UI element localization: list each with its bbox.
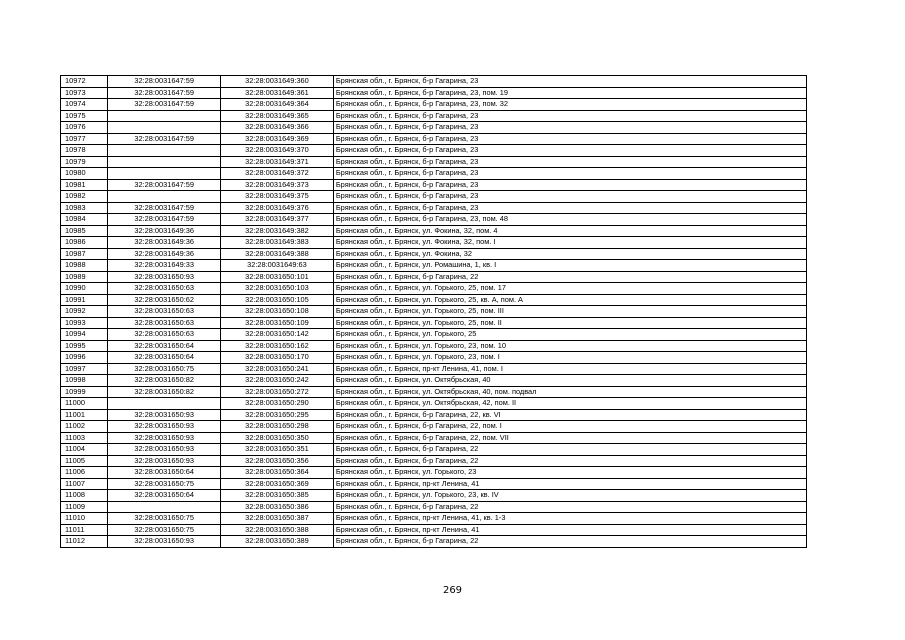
cadastral-number-cell: 32:28:0031650:385 — [221, 490, 334, 502]
cadastral-number-cell: 32:28:0031649:371 — [221, 156, 334, 168]
row-number-cell: 11008 — [61, 490, 108, 502]
table-row — [61, 110, 807, 122]
address-cell: Брянская обл., г. Брянск, б-р Гагарина, 23 — [333, 122, 806, 134]
parent-cadastral-number-cell — [108, 168, 221, 180]
table-row — [61, 283, 807, 295]
cadastral-number-cell: 32:28:0031650:295 — [221, 409, 334, 421]
address-cell: Брянская обл., г. Брянск, б-р Гагарина, 23 — [333, 145, 806, 157]
address-cell: Брянская обл., г. Брянск, б-р Гагарина, 22 — [333, 455, 806, 467]
parent-cadastral-number-cell: 32:28:0031649:36 — [108, 237, 221, 249]
parent-cadastral-number-cell: 32:28:0031650:64 — [108, 467, 221, 479]
row-number-cell: 10972 — [61, 76, 108, 88]
cadastral-number-cell: 32:28:0031650:369 — [221, 478, 334, 490]
row-number-cell: 10992 — [61, 306, 108, 318]
address-cell: Брянская обл., г. Брянск, ул. Горького, 25, кв. А, пом. А — [333, 294, 806, 306]
table-row — [61, 490, 807, 502]
table-row — [61, 133, 807, 145]
table-row — [61, 536, 807, 548]
address-cell: Брянская обл., г. Брянск, б-р Гагарина, 23 — [333, 202, 806, 214]
table-row — [61, 524, 807, 536]
cadastral-number-cell: 32:28:0031649:364 — [221, 99, 334, 111]
table-row — [61, 467, 807, 479]
address-cell: Брянская обл., г. Брянск, пр-кт Ленина, 41 — [333, 524, 806, 536]
address-cell: Брянская обл., г. Брянск, пр-кт Ленина, 41, кв. 1-3 — [333, 513, 806, 525]
parent-cadastral-number-cell: 32:28:0031647:59 — [108, 76, 221, 88]
table-row — [61, 225, 807, 237]
address-cell: Брянская обл., г. Брянск, б-р Гагарина, 22, пом. VII — [333, 432, 806, 444]
address-cell: Брянская обл., г. Брянск, ул. Горького, 25 — [333, 329, 806, 341]
row-number-cell: 10979 — [61, 156, 108, 168]
parent-cadastral-number-cell — [108, 156, 221, 168]
row-number-cell: 11006 — [61, 467, 108, 479]
row-number-cell: 11012 — [61, 536, 108, 548]
row-number-cell: 10981 — [61, 179, 108, 191]
row-number-cell: 11005 — [61, 455, 108, 467]
address-cell: Брянская обл., г. Брянск, пр-кт Ленина, 41, пом. I — [333, 363, 806, 375]
row-number-cell: 11001 — [61, 409, 108, 421]
address-cell: Брянская обл., г. Брянск, б-р Гагарина, 23 — [333, 133, 806, 145]
row-number-cell: 10983 — [61, 202, 108, 214]
parent-cadastral-number-cell: 32:28:0031650:93 — [108, 432, 221, 444]
address-cell: Брянская обл., г. Брянск, б-р Гагарина, 22 — [333, 536, 806, 548]
cadastral-number-cell: 32:28:0031649:372 — [221, 168, 334, 180]
row-number-cell: 10975 — [61, 110, 108, 122]
row-number-cell: 10986 — [61, 237, 108, 249]
address-cell: Брянская обл., г. Брянск, ул. Октябрьская, 40 — [333, 375, 806, 387]
address-cell: Брянская обл., г. Брянск, б-р Гагарина, 22 — [333, 444, 806, 456]
data-table — [60, 75, 807, 548]
parent-cadastral-number-cell: 32:28:0031650:64 — [108, 490, 221, 502]
parent-cadastral-number-cell: 32:28:0031650:64 — [108, 352, 221, 364]
parent-cadastral-number-cell: 32:28:0031650:63 — [108, 329, 221, 341]
row-number-cell: 10988 — [61, 260, 108, 272]
parent-cadastral-number-cell: 32:28:0031649:36 — [108, 248, 221, 260]
address-cell: Брянская обл., г. Брянск, пр-кт Ленина, 41 — [333, 478, 806, 490]
address-cell: Брянская обл., г. Брянск, ул. Фокина, 32, пом. I — [333, 237, 806, 249]
cadastral-number-cell: 32:28:0031649:383 — [221, 237, 334, 249]
address-cell: Брянская обл., г. Брянск, ул. Горького, 23, пом. I — [333, 352, 806, 364]
cadastral-number-cell: 32:28:0031649:375 — [221, 191, 334, 203]
cadastral-number-cell: 32:28:0031650:101 — [221, 271, 334, 283]
parent-cadastral-number-cell — [108, 501, 221, 513]
parent-cadastral-number-cell: 32:28:0031650:82 — [108, 386, 221, 398]
cadastral-number-cell: 32:28:0031649:365 — [221, 110, 334, 122]
row-number-cell: 10973 — [61, 87, 108, 99]
table-row — [61, 179, 807, 191]
address-cell: Брянская обл., г. Брянск, ул. Октябрьская, 42, пом. II — [333, 398, 806, 410]
table-row — [61, 122, 807, 134]
parent-cadastral-number-cell: 32:28:0031650:62 — [108, 294, 221, 306]
address-cell: Брянская обл., г. Брянск, б-р Гагарина, 23 — [333, 156, 806, 168]
cadastral-number-cell: 32:28:0031649:388 — [221, 248, 334, 260]
address-cell: Брянская обл., г. Брянск, б-р Гагарина, 22 — [333, 501, 806, 513]
table-row — [61, 340, 807, 352]
parent-cadastral-number-cell: 32:28:0031647:59 — [108, 99, 221, 111]
address-cell: Брянская обл., г. Брянск, б-р Гагарина, 23 — [333, 168, 806, 180]
row-number-cell: 10994 — [61, 329, 108, 341]
row-number-cell: 10996 — [61, 352, 108, 364]
table-row — [61, 444, 807, 456]
row-number-cell: 10990 — [61, 283, 108, 295]
table-row — [61, 421, 807, 433]
parent-cadastral-number-cell: 32:28:0031649:33 — [108, 260, 221, 272]
row-number-cell: 10998 — [61, 375, 108, 387]
address-cell: Брянская обл., г. Брянск, ул. Октябрьская, 40, пом. подвал — [333, 386, 806, 398]
table-row — [61, 513, 807, 525]
cadastral-number-cell: 32:28:0031649:366 — [221, 122, 334, 134]
cadastral-number-cell: 32:28:0031650:241 — [221, 363, 334, 375]
table-row — [61, 478, 807, 490]
parent-cadastral-number-cell: 32:28:0031650:93 — [108, 271, 221, 283]
parent-cadastral-number-cell: 32:28:0031649:36 — [108, 225, 221, 237]
row-number-cell: 10980 — [61, 168, 108, 180]
table-row — [61, 260, 807, 272]
table-row — [61, 237, 807, 249]
parent-cadastral-number-cell: 32:28:0031650:63 — [108, 283, 221, 295]
cadastral-number-cell: 32:28:0031650:272 — [221, 386, 334, 398]
address-cell: Брянская обл., г. Брянск, б-р Гагарина, 23, пом. 32 — [333, 99, 806, 111]
address-cell: Брянская обл., г. Брянск, б-р Гагарина, 23 — [333, 110, 806, 122]
address-cell: Брянская обл., г. Брянск, б-р Гагарина, 23 — [333, 179, 806, 191]
address-cell: Брянская обл., г. Брянск, б-р Гагарина, 22, кв. VI — [333, 409, 806, 421]
parent-cadastral-number-cell: 32:28:0031647:59 — [108, 133, 221, 145]
cadastral-number-cell: 32:28:0031650:142 — [221, 329, 334, 341]
row-number-cell: 11000 — [61, 398, 108, 410]
cadastral-number-cell: 32:28:0031649:376 — [221, 202, 334, 214]
parent-cadastral-number-cell: 32:28:0031650:63 — [108, 317, 221, 329]
table-row — [61, 87, 807, 99]
parent-cadastral-number-cell: 32:28:0031650:93 — [108, 536, 221, 548]
parent-cadastral-number-cell: 32:28:0031650:93 — [108, 455, 221, 467]
table-row — [61, 432, 807, 444]
cadastral-number-cell: 32:28:0031649:63 — [221, 260, 334, 272]
row-number-cell: 10985 — [61, 225, 108, 237]
row-number-cell: 10997 — [61, 363, 108, 375]
cadastral-number-cell: 32:28:0031650:170 — [221, 352, 334, 364]
parent-cadastral-number-cell: 32:28:0031650:93 — [108, 409, 221, 421]
row-number-cell: 10977 — [61, 133, 108, 145]
cadastral-number-cell: 32:28:0031650:242 — [221, 375, 334, 387]
address-cell: Брянская обл., г. Брянск, ул. Горького, 23 — [333, 467, 806, 479]
table-row — [61, 99, 807, 111]
address-cell: Брянская обл., г. Брянск, ул. Горького, 23, кв. IV — [333, 490, 806, 502]
cadastral-number-cell: 32:28:0031649:361 — [221, 87, 334, 99]
cadastral-number-cell: 32:28:0031649:373 — [221, 179, 334, 191]
cadastral-number-cell: 32:28:0031650:356 — [221, 455, 334, 467]
parent-cadastral-number-cell: 32:28:0031647:59 — [108, 179, 221, 191]
row-number-cell: 10995 — [61, 340, 108, 352]
parent-cadastral-number-cell: 32:28:0031650:75 — [108, 478, 221, 490]
row-number-cell: 10991 — [61, 294, 108, 306]
cadastral-number-cell: 32:28:0031650:386 — [221, 501, 334, 513]
parent-cadastral-number-cell — [108, 145, 221, 157]
table-row — [61, 386, 807, 398]
row-number-cell: 11007 — [61, 478, 108, 490]
table-row — [61, 248, 807, 260]
row-number-cell: 11002 — [61, 421, 108, 433]
table-row — [61, 317, 807, 329]
address-cell: Брянская обл., г. Брянск, б-р Гагарина, 22 — [333, 271, 806, 283]
table-row — [61, 501, 807, 513]
parent-cadastral-number-cell: 32:28:0031647:59 — [108, 87, 221, 99]
address-cell: Брянская обл., г. Брянск, ул. Горького, 23, пом. 10 — [333, 340, 806, 352]
cadastral-number-cell: 32:28:0031650:364 — [221, 467, 334, 479]
parent-cadastral-number-cell: 32:28:0031647:59 — [108, 202, 221, 214]
cadastral-number-cell: 32:28:0031650:387 — [221, 513, 334, 525]
table-row — [61, 363, 807, 375]
row-number-cell: 10999 — [61, 386, 108, 398]
cadastral-number-cell: 32:28:0031650:351 — [221, 444, 334, 456]
row-number-cell: 11009 — [61, 501, 108, 513]
address-cell: Брянская обл., г. Брянск, б-р Гагарина, 23, пом. 19 — [333, 87, 806, 99]
table-row — [61, 271, 807, 283]
table-row — [61, 409, 807, 421]
table-row — [61, 156, 807, 168]
parent-cadastral-number-cell: 32:28:0031650:63 — [108, 306, 221, 318]
row-number-cell: 10978 — [61, 145, 108, 157]
row-number-cell: 10989 — [61, 271, 108, 283]
parent-cadastral-number-cell — [108, 110, 221, 122]
cadastral-number-cell: 32:28:0031650:350 — [221, 432, 334, 444]
table-row — [61, 145, 807, 157]
table-row — [61, 375, 807, 387]
parent-cadastral-number-cell: 32:28:0031650:75 — [108, 524, 221, 536]
page-number: 269 — [442, 585, 463, 596]
table-row — [61, 306, 807, 318]
cadastral-number-cell: 32:28:0031650:103 — [221, 283, 334, 295]
row-number-cell: 10987 — [61, 248, 108, 260]
table-row — [61, 191, 807, 203]
table-row — [61, 202, 807, 214]
cadastral-number-cell: 32:28:0031649:360 — [221, 76, 334, 88]
address-cell: Брянская обл., г. Брянск, б-р Гагарина, 23 — [333, 76, 806, 88]
address-cell: Брянская обл., г. Брянск, ул. Горького, 25, пом. II — [333, 317, 806, 329]
table-row — [61, 214, 807, 226]
table-row — [61, 398, 807, 410]
parent-cadastral-number-cell — [108, 398, 221, 410]
cadastral-number-cell: 32:28:0031649:370 — [221, 145, 334, 157]
row-number-cell: 11003 — [61, 432, 108, 444]
row-number-cell: 10993 — [61, 317, 108, 329]
address-cell: Брянская обл., г. Брянск, б-р Гагарина, 23 — [333, 191, 806, 203]
cadastral-number-cell: 32:28:0031650:298 — [221, 421, 334, 433]
row-number-cell: 10974 — [61, 99, 108, 111]
parent-cadastral-number-cell: 32:28:0031647:59 — [108, 214, 221, 226]
cadastral-number-cell: 32:28:0031649:382 — [221, 225, 334, 237]
cadastral-number-cell: 32:28:0031650:105 — [221, 294, 334, 306]
parent-cadastral-number-cell: 32:28:0031650:82 — [108, 375, 221, 387]
table-row — [61, 329, 807, 341]
parent-cadastral-number-cell: 32:28:0031650:93 — [108, 444, 221, 456]
address-cell: Брянская обл., г. Брянск, ул. Фокина, 32 — [333, 248, 806, 260]
address-cell: Брянская обл., г. Брянск, ул. Ромашина, 1, кв. I — [333, 260, 806, 272]
row-number-cell: 10982 — [61, 191, 108, 203]
cadastral-number-cell: 32:28:0031650:389 — [221, 536, 334, 548]
parent-cadastral-number-cell — [108, 122, 221, 134]
row-number-cell: 11010 — [61, 513, 108, 525]
table-row — [61, 168, 807, 180]
cadastral-number-cell: 32:28:0031650:162 — [221, 340, 334, 352]
row-number-cell: 11004 — [61, 444, 108, 456]
parent-cadastral-number-cell: 32:28:0031650:75 — [108, 363, 221, 375]
table-row — [61, 455, 807, 467]
address-cell: Брянская обл., г. Брянск, ул. Фокина, 32, пом. 4 — [333, 225, 806, 237]
cadastral-number-cell: 32:28:0031649:377 — [221, 214, 334, 226]
row-number-cell: 11011 — [61, 524, 108, 536]
parent-cadastral-number-cell: 32:28:0031650:64 — [108, 340, 221, 352]
cadastral-number-cell: 32:28:0031650:109 — [221, 317, 334, 329]
address-cell: Брянская обл., г. Брянск, ул. Горького, 25, пом. III — [333, 306, 806, 318]
parent-cadastral-number-cell: 32:28:0031650:75 — [108, 513, 221, 525]
table-row — [61, 294, 807, 306]
cadastral-number-cell: 32:28:0031649:369 — [221, 133, 334, 145]
cadastral-number-cell: 32:28:0031650:108 — [221, 306, 334, 318]
cadastral-number-cell: 32:28:0031650:388 — [221, 524, 334, 536]
address-cell: Брянская обл., г. Брянск, ул. Горького, 25, пом. 17 — [333, 283, 806, 295]
address-cell: Брянская обл., г. Брянск, б-р Гагарина, 22, пом. I — [333, 421, 806, 433]
table-row — [61, 352, 807, 364]
parent-cadastral-number-cell: 32:28:0031650:93 — [108, 421, 221, 433]
table-body — [61, 76, 807, 548]
address-cell: Брянская обл., г. Брянск, б-р Гагарина, 23, пом. 48 — [333, 214, 806, 226]
cadastral-number-cell: 32:28:0031650:290 — [221, 398, 334, 410]
row-number-cell: 10984 — [61, 214, 108, 226]
parent-cadastral-number-cell — [108, 191, 221, 203]
row-number-cell: 10976 — [61, 122, 108, 134]
table-row — [61, 76, 807, 88]
